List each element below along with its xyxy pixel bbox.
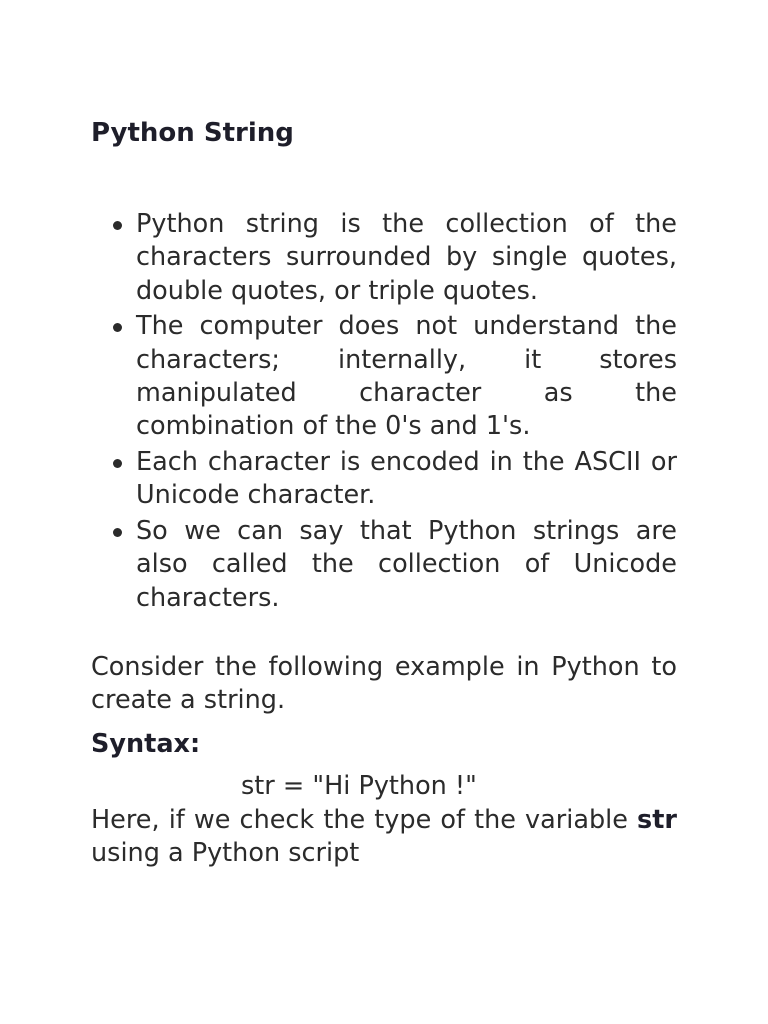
here-text-after: using a Python script: [91, 838, 360, 869]
bullet-list: [91, 208, 677, 618]
here-text-before: Here, if we check the type of the variable: [91, 805, 638, 835]
syntax-heading: Syntax:: [91, 729, 201, 759]
code-example: str = "Hi Python !": [241, 771, 477, 801]
here-paragraph: [91, 804, 677, 871]
list-item: Each character is encoded in the ASCII or Unicode character.: [91, 446, 677, 513]
page-title: Python String: [91, 118, 294, 148]
consider-paragraph: Consider the following example in Python to create a string.: [91, 652, 677, 716]
variable-name: str: [637, 805, 677, 835]
list-item: The computer does not understand the characters; internally, it stores manipulated character as the combination of the 0's and 1's.: [91, 310, 677, 443]
list-item: Python string is the collection of the characters surrounded by single quotes, double quotes, or triple quotes.: [91, 208, 677, 308]
list-item: So we can say that Python strings are also called the collection of Unicode characters.: [91, 515, 677, 615]
